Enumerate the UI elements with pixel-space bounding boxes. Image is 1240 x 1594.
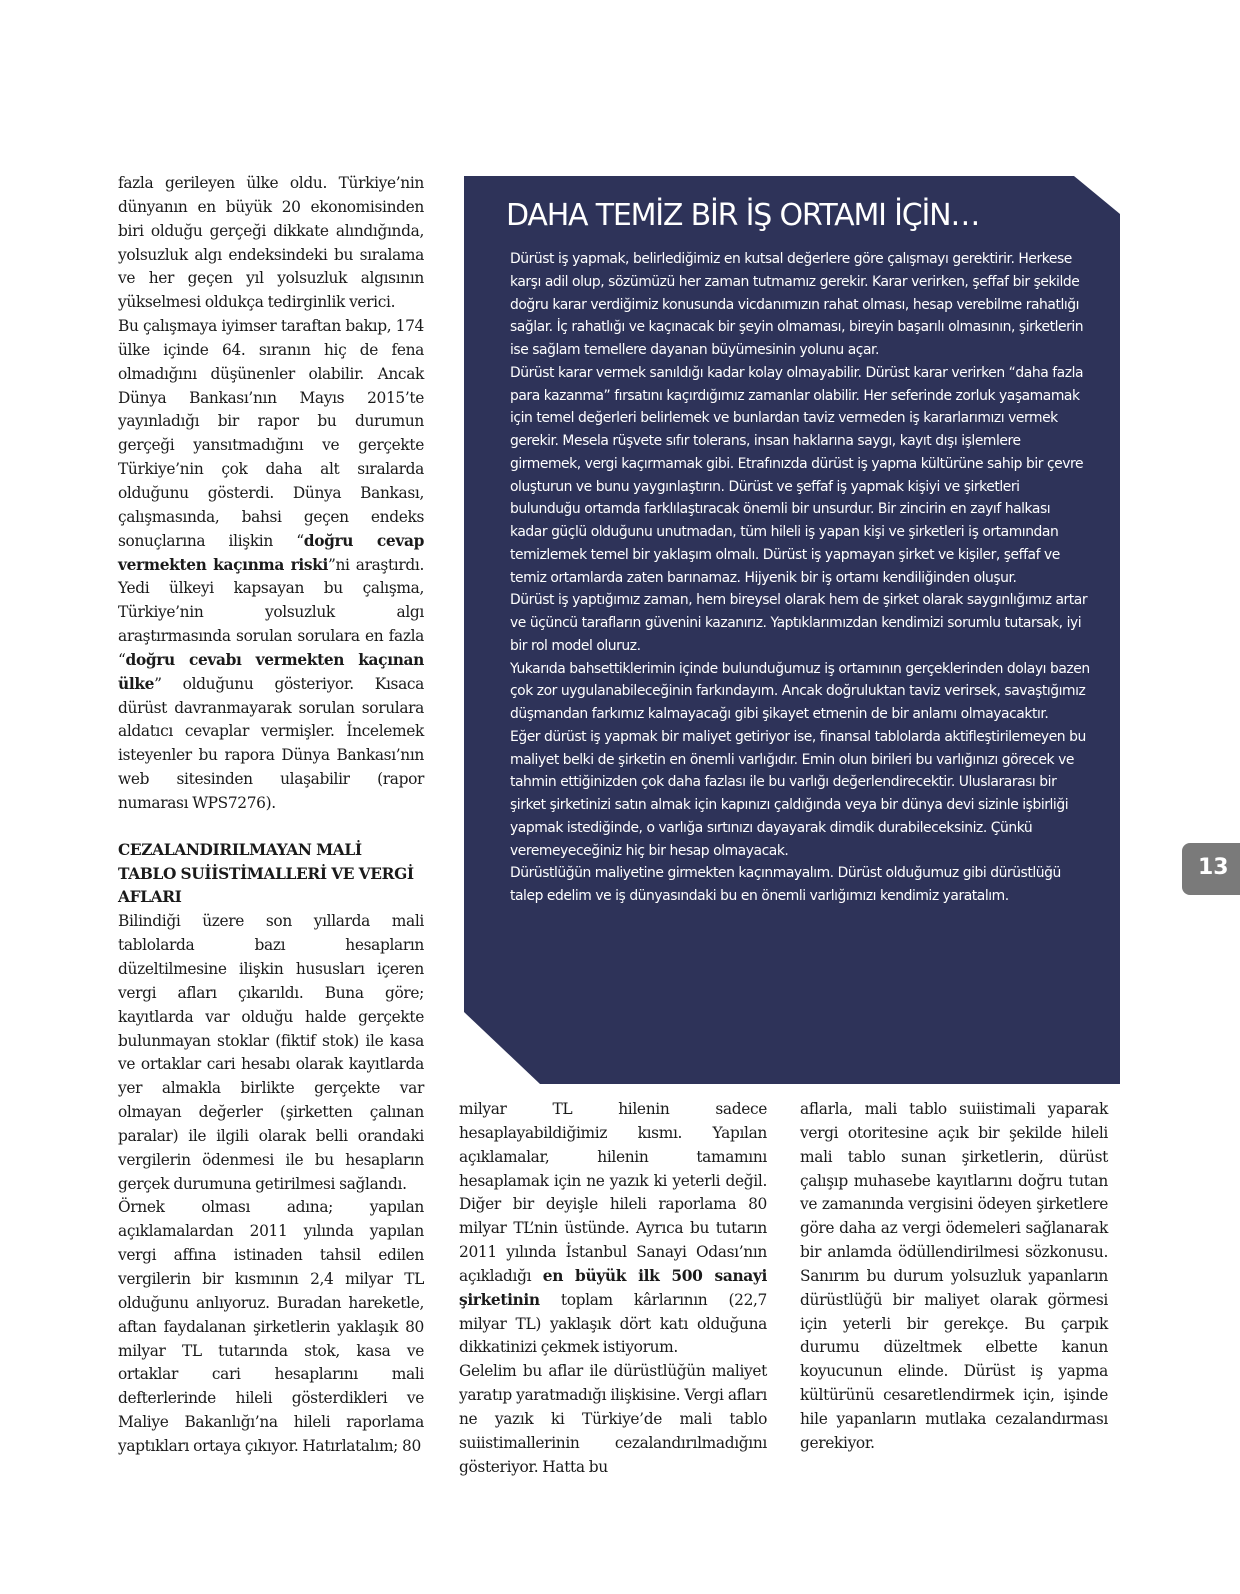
left-p2-bold-2: doğru cevabı vermekten kaçınan ülke xyxy=(118,650,424,693)
section-heading: CEZALANDIRILMAYAN MALİ TABLO SUİİSTİMALLERİ VE VERGİ AFLARI xyxy=(118,840,414,907)
middle-p1-text-a: milyar TL hilenin sadece hesaplayabildiğimiz kısmı. Yapılan açıklamalar, hilenin tamamını hesaplamak için ne yazık ki yeterli değil. Diğer bir deyişle hileli raporlama 80 milyar TL’nin üstünde. Ayrıca bu tutarın 2011 yılında İstanbul Sanayi Odası’nın açıkladığı xyxy=(459,1100,767,1285)
feature-box-body xyxy=(510,248,1090,908)
left-column xyxy=(118,172,424,1459)
middle-p1-bold: en büyük ilk 500 sanayi şirketinin xyxy=(459,1266,767,1309)
middle-p1-text-b: toplam kârlarının (22,7 milyar TL) yaklaşık dört katı olduğuna dikkatinizi çekmek istiyorum. xyxy=(459,1290,767,1357)
left-p2-text-c: ” olduğunu gösteriyor. Kısaca dürüst davranmayarak sorulan sorulara aldatıcı cevaplar vermişler. İncelemek isteyenler bu rapora Dünya Bankası’nın web sitesinden ulaşabilir (rapor numarası WPS7276). xyxy=(118,674,424,812)
middle-paragraph-2: Gelelim bu aflar ile dürüstlüğün maliyet yaratıp yaratmadığı ilişkisine. Vergi afları ne yazık ki Türkiye’de mali tablo suiistimallerinin cezalandırılmadığını gösteriyor. Hatta bu xyxy=(459,1362,767,1476)
feature-paragraph: Dürüst karar vermek sanıldığı kadar kolay olmayabilir. Dürüst karar verirken “daha fazla para kazanma” fırsatını kaçırdığımız zamanlar olabilir. Her seferinde zorluk yaşamamak için temel değerleri belirlemek ve bunlardan taviz vermeden iş kararlarımızı vermek gerekir. Mesela rüşvete sıfır tolerans, insan haklarına saygı, kayıt dışı işlemlere girmemek, vergi kaçırmamak gibi. Etrafınızda dürüst iş yapma kültürüne sahip bir çevre oluşturun ve bunu yaygınlaştırın. Dürüst ve şeffaf iş yapmak kişiyi ve şirketleri bulunduğu ortamda farklılaştıracak önemli bir unsurdur. Bir zincirin en zayıf halkası kadar güçlü olduğunu unutmadan, tüm hileli iş yapan kişi ve şirketleri iş ortamından temizlemek temel bir yaklaşım olmalı. Dürüst iş yapmayan şirket ve kişiler, şeffaf ve temiz ortamlarda zaten barınamaz. Hijyenik bir iş ortamı kendiliğinden oluşur. xyxy=(510,364,1084,586)
feature-paragraph: Dürüst iş yaptığımız zaman, hem bireysel olarak hem de şirket olarak saygınlığımız artar ve üçüncü tarafların güvenini kazanırız. Yaptıklarımızdan kendimizi sorumlu tutarsak, iyi bir rol model oluruz. xyxy=(510,592,1088,654)
feature-paragraph: Dürüstlüğün maliyetine girmekten kaçınmayalım. Dürüst olduğumuz gibi dürüstlüğü talep edelim ve iş dünyasındaki bu en önemli varlığımızı kendimiz yaratalım. xyxy=(510,865,1061,904)
feature-paragraph: Yukarıda bahsettiklerimin içinde bulunduğumuz iş ortamının gerçeklerinden dolayı bazen çok zor uygulanabileceğinin farkındayım. Ancak doğruluktan taviz verirsek, savaştığımız düşmandan farkımız kalmayacağı gibi şikayet etmenin de bir anlamı olmayacaktır. xyxy=(510,660,1090,722)
page-number: 13 xyxy=(1198,855,1229,880)
left-p2-text-b: ”ni araştırdı. Yedi ülkeyi kapsayan bu çalışma, Türkiye’nin yolsuzluk algı araştırmasında sorulan sorulara en fazla “ xyxy=(118,555,424,669)
left-paragraph-1: fazla gerileyen ülke oldu. Türkiye’nin dünyanın en büyük 20 ekonomisinden biri olduğu gerçeği dikkate alındığında, yolsuzluk algı endeksindeki bu sıralama ve her geçen yıl yolsuzluk algısının yükselmesi oldukça tedirginlik verici. xyxy=(118,174,424,312)
left-paragraph-3: Bilindiği üzere son yıllarda mali tablolarda bazı hesapların düzeltilmesine ilişkin hususları içeren vergi afları çıkarıldı. Buna göre; kayıtlarda var olduğu halde gerçekte bulunmayan stoklar (fiktif stok) ile kasa ve ortaklar cari hesabı olarak kayıtlarda yer almakla birlikte gerçekte var olmayan değerler (şirketten çalınan paralar) ile ilgili olarak belli orandaki vergilerin ödenmesi ile bu hesapların gerçek durumuna getirilmesi sağlandı. xyxy=(118,912,424,1193)
left-p2-text-a: Bu çalışmaya iyimser taraftan bakıp, 174 ülke içinde 64. sıranın hiç de fena olmadığını düşünenler olabilir. Ancak Dünya Bankası’nın Mayıs 2015’te yayınladığı bir rapor bu durumun gerçeği yansıtmadığını ve gerçekte Türkiye’nin çok daha alt sıralarda olduğunu gösterdi. Dünya Bankası, çalışmasında, bahsi geçen endeks sonuçlarına ilişkin “ xyxy=(118,317,424,550)
left-paragraph-2 xyxy=(118,315,424,816)
feature-paragraph: Dürüst iş yapmak, belirlediğimiz en kutsal değerlere göre çalışmayı gerektirir. Herkese karşı adil olup, sözümüzü her zaman tutmamız gerekir. Karar verirken, şeffaf bir şekilde doğru karar verdiğimiz konusunda vicdanımızın rahat olması, hesap verebilme rahatlığı sağlar. İç rahatlığı ve kaçınacak bir şeyin olmaması, bireyin başarılı olmasının, şirketlerin ise sağlam temellere dayanan büyümesinin yolunu açar. xyxy=(510,251,1084,358)
middle-paragraph-1 xyxy=(459,1098,767,1360)
middle-column xyxy=(459,1098,767,1480)
feature-box-title: DAHA TEMİZ BİR İŞ ORTAMI İÇİN… xyxy=(506,198,980,233)
right-paragraph-1: aflarla, mali tablo suiistimali yaparak vergi otoritesine açık bir şekilde hileli mali tablo sunan şirketlerin, dürüst çalışıp muhasebe kayıtlarını doğru tutan ve zamanında vergisini ödeyen şirketlere göre daha az vergi ödemeleri sağlanarak bir anlamda ödüllendirilmesi sözkonusu. Sanırım bu durum yolsuzluk yapanların dürüstlüğü bir maliyet olarak görmesi için yeterli bir gerekçe. Bu çarpık durumu düzeltmek elbette kanun koyucunun elinde. Dürüst iş yapma kültürünü cesaretlendirmek için, işinde hile yapanların mutlaka cezalandırması gerekiyor. xyxy=(800,1100,1108,1452)
feature-paragraph: Eğer dürüst iş yapmak bir maliyet getiriyor ise, finansal tablolarda aktifleştirilemeyen bu maliyet belki de şirketin en önemli varlığıdır. Emin olun birileri bu varlığınızı görecek ve tahmin ettiğinizden çok daha fazlası ile bu varlığı değerlendirecektir. Uluslararası bir şirket şirketinizi satın almak için kapınızı çaldığında veya bir dünya devi sizinle işbirliği yapmak istediğinde, o varlığa sırtınızı dayayarak dimdik durabileceksiniz. Çünkü veremeyeceğiniz hiç bir hesap olmayacak. xyxy=(510,728,1086,859)
right-column xyxy=(800,1098,1108,1456)
left-p2-bold-1: doğru cevap vermekten kaçınma riski xyxy=(118,531,425,574)
left-paragraph-4: Örnek olması adına; yapılan açıklamalardan 2011 yılında yapılan vergi affına istinaden tahsil edilen vergilerin bir kısmının 2,4 milyar TL olduğunu anlıyoruz. Buradan hareketle, aftan faydalanan şirketlerin yaklaşık 80 milyar TL tutarında stok, kasa ve ortaklar cari hesaplarını mali defterlerinde hileli gösterdikleri ve Maliye Bakanlığı’na hileli raporlama yaptıkları ortaya çıkıyor. Hatırlatalım; 80 xyxy=(118,1198,424,1455)
